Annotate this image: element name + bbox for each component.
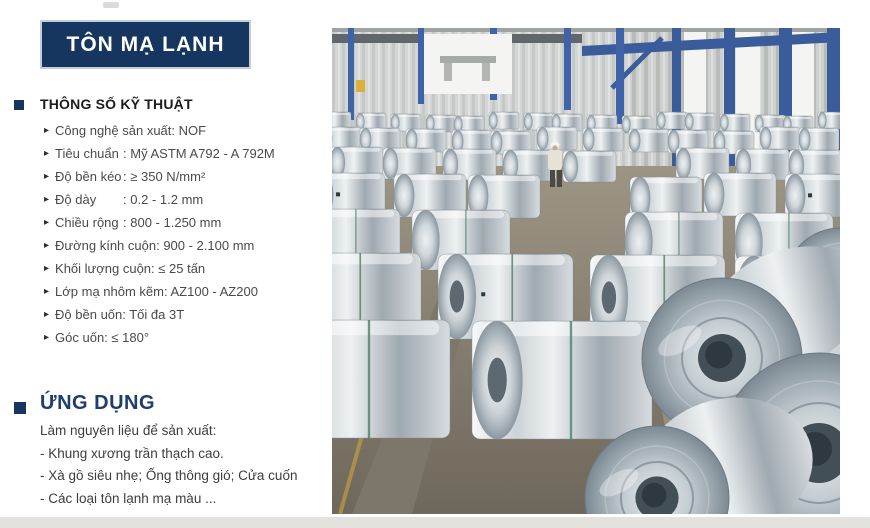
steel-coil: [760, 127, 800, 150]
steel-coil: [332, 127, 361, 150]
application-item: - Khung xương trần thạch cao.: [40, 445, 224, 461]
spec-item: [44, 326, 275, 349]
warehouse-photo-svg: [332, 28, 840, 514]
application-item: - Các loại tôn lạnh mạ màu ...: [40, 490, 217, 506]
spec-label: Đường kính cuộn: 900 - 2.100 mm: [55, 238, 255, 253]
spec-label: Góc uốn: ≤ 180°: [55, 330, 150, 345]
steel-coil: [563, 151, 616, 182]
spec-value: : ≥ 350 N/mm²: [123, 169, 206, 184]
spec-item: [44, 165, 275, 188]
spec-label: Độ bền kéo: [55, 169, 122, 184]
applications-list: [40, 442, 297, 510]
applications-intro: Làm nguyên liệu để sản xuất:: [40, 423, 217, 438]
specs-heading: THÔNG SỐ KỸ THUẬT: [40, 96, 193, 112]
spec-item: [44, 211, 275, 234]
triangle-bullet-icon: ▸: [44, 216, 50, 228]
triangle-bullet-icon: ▸: [44, 285, 50, 297]
spec-label: Tiêu chuẩn: [55, 146, 119, 161]
spec-item: [44, 142, 275, 165]
triangle-bullet-icon: ▸: [44, 193, 50, 205]
square-bullet-icon: [14, 402, 26, 414]
specs-list: [44, 119, 275, 349]
steel-coil: [472, 321, 652, 439]
square-bullet-icon: [14, 100, 24, 110]
bottom-strip: [0, 517, 870, 528]
page-title: TÔN MẠ LẠNH: [66, 32, 225, 56]
steel-coil: [356, 113, 386, 130]
spec-label: Độ dày: [55, 192, 97, 207]
application-item: - Xà gồ siêu nhẹ; Ống thông gió; Cửa cuốn: [40, 468, 298, 484]
spec-label: Công nghệ sản xuất: NOF: [55, 123, 207, 138]
steel-coil: [489, 112, 519, 129]
triangle-bullet-icon: ▸: [44, 331, 50, 343]
steel-coil: [332, 112, 351, 129]
spec-item: [44, 257, 275, 280]
triangle-bullet-icon: ▸: [44, 124, 50, 136]
triangle-bullet-icon: ▸: [44, 308, 50, 320]
steel-coil: [685, 113, 715, 130]
spec-item: [44, 303, 275, 326]
spec-value: : Mỹ ASTM A792 - A 792M: [123, 146, 275, 161]
spec-item: [44, 188, 275, 211]
spec-item: [44, 119, 275, 142]
steel-coil: [332, 320, 450, 438]
spec-label: Lớp mạ nhôm kẽm: AZ100 - AZ200: [55, 284, 258, 299]
spec-label: Khối lượng cuộn: ≤ 25 tấn: [55, 261, 206, 276]
triangle-bullet-icon: ▸: [44, 262, 50, 274]
spec-label: Độ bền uốn: Tối đa 3T: [55, 307, 185, 322]
steel-coil: [799, 128, 839, 151]
spec-value: : 800 - 1.250 mm: [123, 215, 222, 230]
title-banner: [42, 22, 249, 67]
steel-coil: [818, 112, 840, 129]
applications-heading: ỨNG DỤNG: [40, 392, 156, 414]
spec-label: Chiều rộng: [55, 215, 119, 230]
steel-coil: [720, 114, 750, 131]
steel-coil: [629, 129, 669, 152]
scan-artifact: [103, 2, 119, 8]
triangle-bullet-icon: ▸: [44, 147, 50, 159]
steel-coil: [583, 128, 623, 151]
steel-coil: [704, 173, 776, 216]
warehouse-photo: [332, 28, 840, 514]
triangle-bullet-icon: ▸: [44, 239, 50, 251]
triangle-bullet-icon: ▸: [44, 170, 50, 182]
steel-coil: [657, 112, 687, 129]
spec-item: [44, 234, 275, 257]
spec-value: : 0.2 - 1.2 mm: [123, 192, 204, 207]
steel-coil: [785, 174, 840, 217]
spec-item: [44, 280, 275, 303]
